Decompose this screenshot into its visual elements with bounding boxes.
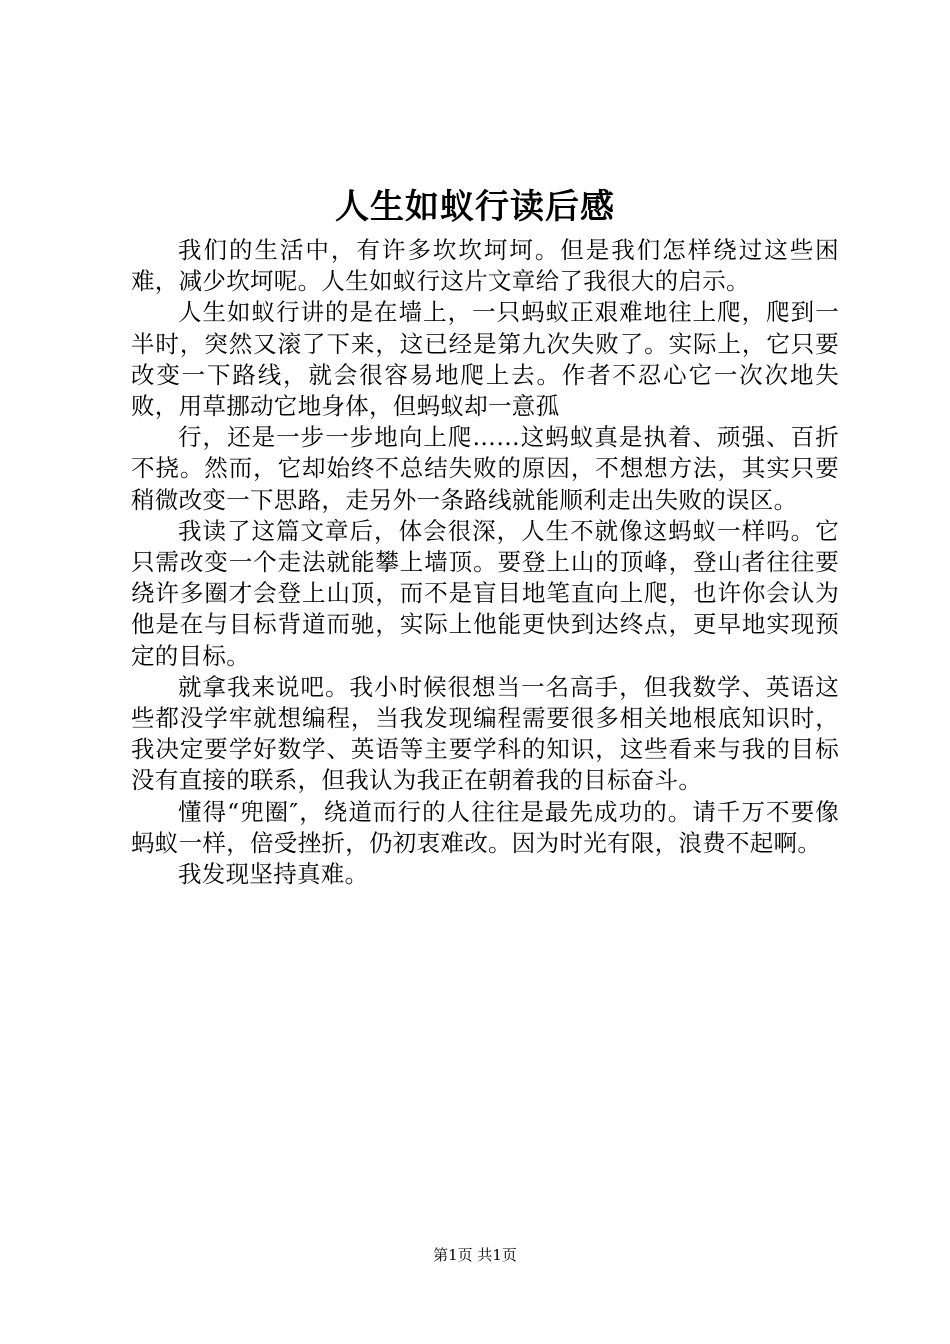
document-title: 人生如蚁行读后感: [335, 187, 615, 227]
paragraph: 懂得“兜圈″，绕道而行的人往往是最先成功的。请千万不要像蚂蚁一样，倍受挫折，仍初衷难改。因为时光有限，浪费不起啊。: [131, 797, 839, 857]
paragraph: 我读了这篇文章后，体会很深，人生不就像这蚂蚁一样吗。它只需改变一个走法就能攀上墙顶。要登上山的顶峰，登山者往往要绕许多圈才会登上山顶，而不是盲目地笔直向上爬，也许你会认为他是在与目标背道而驰，实际上他能更快到达终点，更早地实现预定的目标。: [131, 516, 839, 670]
paragraph: 我发现坚持真难。: [178, 860, 369, 889]
document-body: [131, 235, 839, 890]
page-number-footer: 第1页 共1页: [433, 1246, 517, 1264]
paragraph: 就拿我来说吧。我小时候很想当一名高手，但我数学、英语这些都没学牢就想编程，当我发现编程需要很多相关地根底知识时，我决定要学好数学、英语等主要学科的知识，这些看来与我的目标没有直接的联系，但我认为我正在朝着我的目标奋斗。: [131, 672, 839, 795]
paragraph: 我们的生活中，有许多坎坎坷坷。但是我们怎样绕过这些困难，减少坎坷呢。人生如蚁行这片文章给了我很大的启示。: [131, 236, 839, 296]
paragraph: 行，还是一步一步地向上爬……这蚂蚁真是执着、顽强、百折不挠。然而，它却始终不总结失败的原因，不想想方法，其实只要稍微改变一下思路，走另外一条路线就能顺利走出失败的误区。: [131, 423, 839, 514]
paragraph: 人生如蚁行讲的是在墙上，一只蚂蚁正艰难地往上爬，爬到一半时，突然又滚了下来，这已经是第九次失败了。实际上，它只要改变一下路线，就会很容易地爬上去。作者不忍心它一次次地失败，用草挪动它地身体，但蚂蚁却一意孤: [131, 298, 839, 421]
